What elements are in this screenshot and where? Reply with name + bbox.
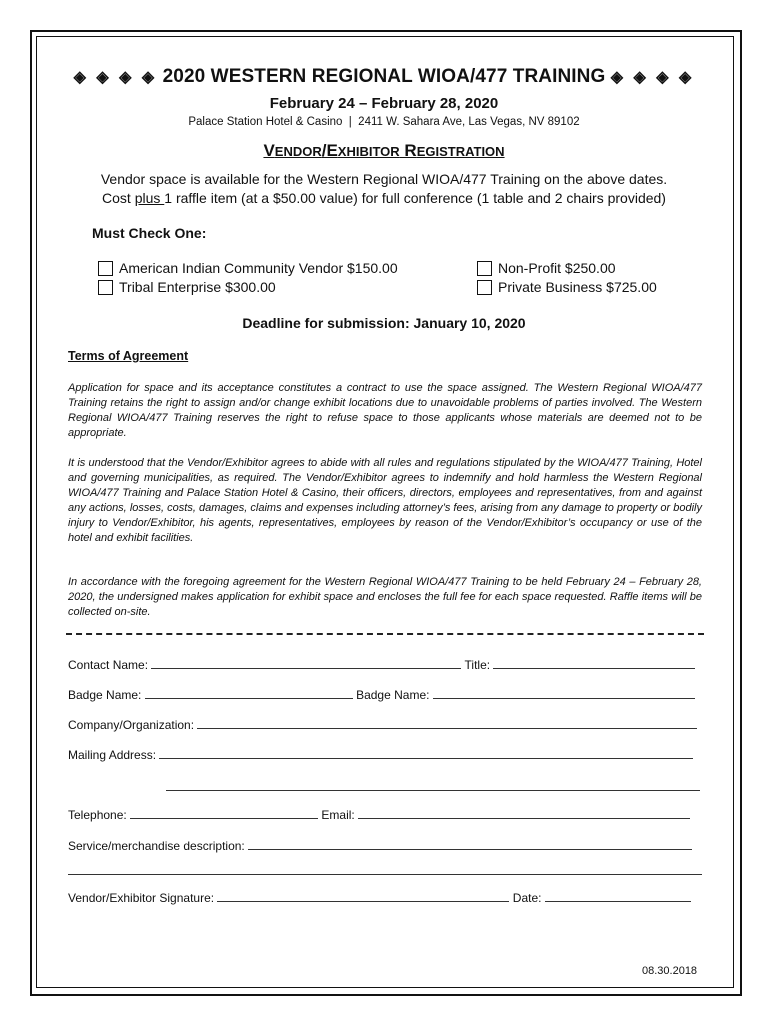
mailing-row [68,748,693,762]
service-row-2 [68,864,702,878]
contact-name-field[interactable] [151,658,461,669]
title-part-xhibitor: XHIBITOR [337,144,400,159]
service-row [68,839,692,853]
contact-name-row [68,658,695,672]
intro-plus: plus [134,190,165,206]
badge-name-2-label: Badge Name: [356,688,430,702]
telephone-label: Telephone: [68,808,127,822]
terms-paragraph-1: Application for space and its acceptance constitutes a contract to use the space assigned. The Western Regional WIOA/477 Training retains the right to assign and/or change exhibit locations due to unavoidable problems of parties involved. The Western Regional WIOA/477 Training reserves the right to refuse space to those applicants whose materials are deemed not to be appropriate. [68,382,702,439]
service-field-1[interactable] [248,839,692,850]
company-row [68,718,697,732]
service-field-2[interactable] [68,864,702,875]
terms-paragraph-2: It is understood that the Vendor/Exhibitor agrees to abide with all rules and regulations stipulated by the WIOA/477 Training, Hotel and governing municipalities, as required. The Vendor/Exhibitor agrees to indemnify and hold harmless the Western Regional WIOA/477 Training and Palace Station Hotel & Casino, their officers, directors, employees and representatives, from and against any actions, losses, costs, damages, claims and expenses including attorney’s fees, arising from any damage to property or bodily injury to Vendor/Exhibitor, his agents, representatives, employees by reason of the Vendor/Exhibitor’s occupancy or use of the hotel and exhibit facilities. [68,457,702,544]
checkbox[interactable] [98,261,113,276]
badge-name-2-field[interactable] [433,688,695,699]
date-field[interactable] [545,891,691,902]
email-label: Email: [321,808,355,822]
title-part-endor: ENDOR [274,144,322,159]
checkbox[interactable] [98,280,113,295]
deadline-text: Deadline for submission: January 10, 2020 [242,315,526,331]
option-non-profit[interactable] [477,260,616,276]
option-american-indian-vendor[interactable] [98,260,398,276]
event-title [36,66,732,88]
option-label: Non-Profit $250.00 [498,260,616,276]
terms-paragraph-3: In accordance with the foregoing agreement for the Western Regional WIOA/477 Training to be held February 24 – February 28, 2020, the undersigned makes application for exhibit space and encloses the full fee for each space requested. Raffle items will be collected on-site. [68,576,702,618]
signature-field[interactable] [217,891,509,902]
option-tribal-enterprise[interactable] [98,279,276,295]
title-field[interactable] [493,658,695,669]
intro-text [36,170,732,208]
title-part-slash-e: /E [321,141,338,160]
badge-name-row [68,688,695,702]
date-label: Date: [512,891,542,905]
mailing-field-1[interactable] [159,748,693,759]
intro-cost: Cost [102,190,135,206]
checkbox[interactable] [477,280,492,295]
telephone-row [68,808,690,822]
signature-label: Vendor/Exhibitor Signature: [68,891,215,905]
signature-row [68,891,691,905]
email-field[interactable] [358,808,690,819]
title-label: Title: [464,658,491,672]
event-venue: Palace Station Hotel & Casino | 2411 W. Sahara Ave, Las Vegas, NV 89102 [188,116,580,128]
badge-name-1-field[interactable] [145,688,353,699]
intro-line-2 [36,189,732,208]
option-label: Private Business $725.00 [498,279,657,295]
title-part-egistration: EGISTRATION [416,144,505,159]
mailing-row-2 [166,780,700,794]
badge-name-1-label: Badge Name: [68,688,142,702]
mailing-field-2[interactable] [166,780,700,791]
revision-date: 08.30.2018 [642,965,698,977]
diamond-icons-left: ◈ ◈ ◈ ◈ [73,69,158,86]
terms-heading: Terms of Agreement [68,349,189,363]
intro-cost-detail: 1 raffle item (at a $50.00 value) for full conference (1 table and 2 chairs provided) [164,190,666,206]
registration-title [36,141,732,161]
mailing-label: Mailing Address: [68,748,157,762]
title-part-v: V [263,141,275,160]
cut-line-divider [66,633,704,635]
intro-line-1: Vendor space is available for the Western Regional WIOA/477 Training on the above dates. [100,171,668,187]
option-label: Tribal Enterprise $300.00 [119,279,276,295]
contact-name-label: Contact Name: [68,658,149,672]
must-check-label: Must Check One: [92,225,207,241]
event-title-text: 2020 WESTERN REGIONAL WIOA/477 TRAINING [162,66,606,87]
company-label: Company/Organization: [68,718,195,732]
title-part-r: R [399,141,417,160]
diamond-icons-right: ◈ ◈ ◈ ◈ [610,69,695,86]
option-private-business[interactable] [477,279,657,295]
company-field[interactable] [197,718,697,729]
telephone-field[interactable] [130,808,318,819]
event-dates: February 24 – February 28, 2020 [269,95,499,112]
option-label: American Indian Community Vendor $150.00 [119,260,398,276]
service-label: Service/merchandise description: [68,839,245,853]
checkbox[interactable] [477,261,492,276]
